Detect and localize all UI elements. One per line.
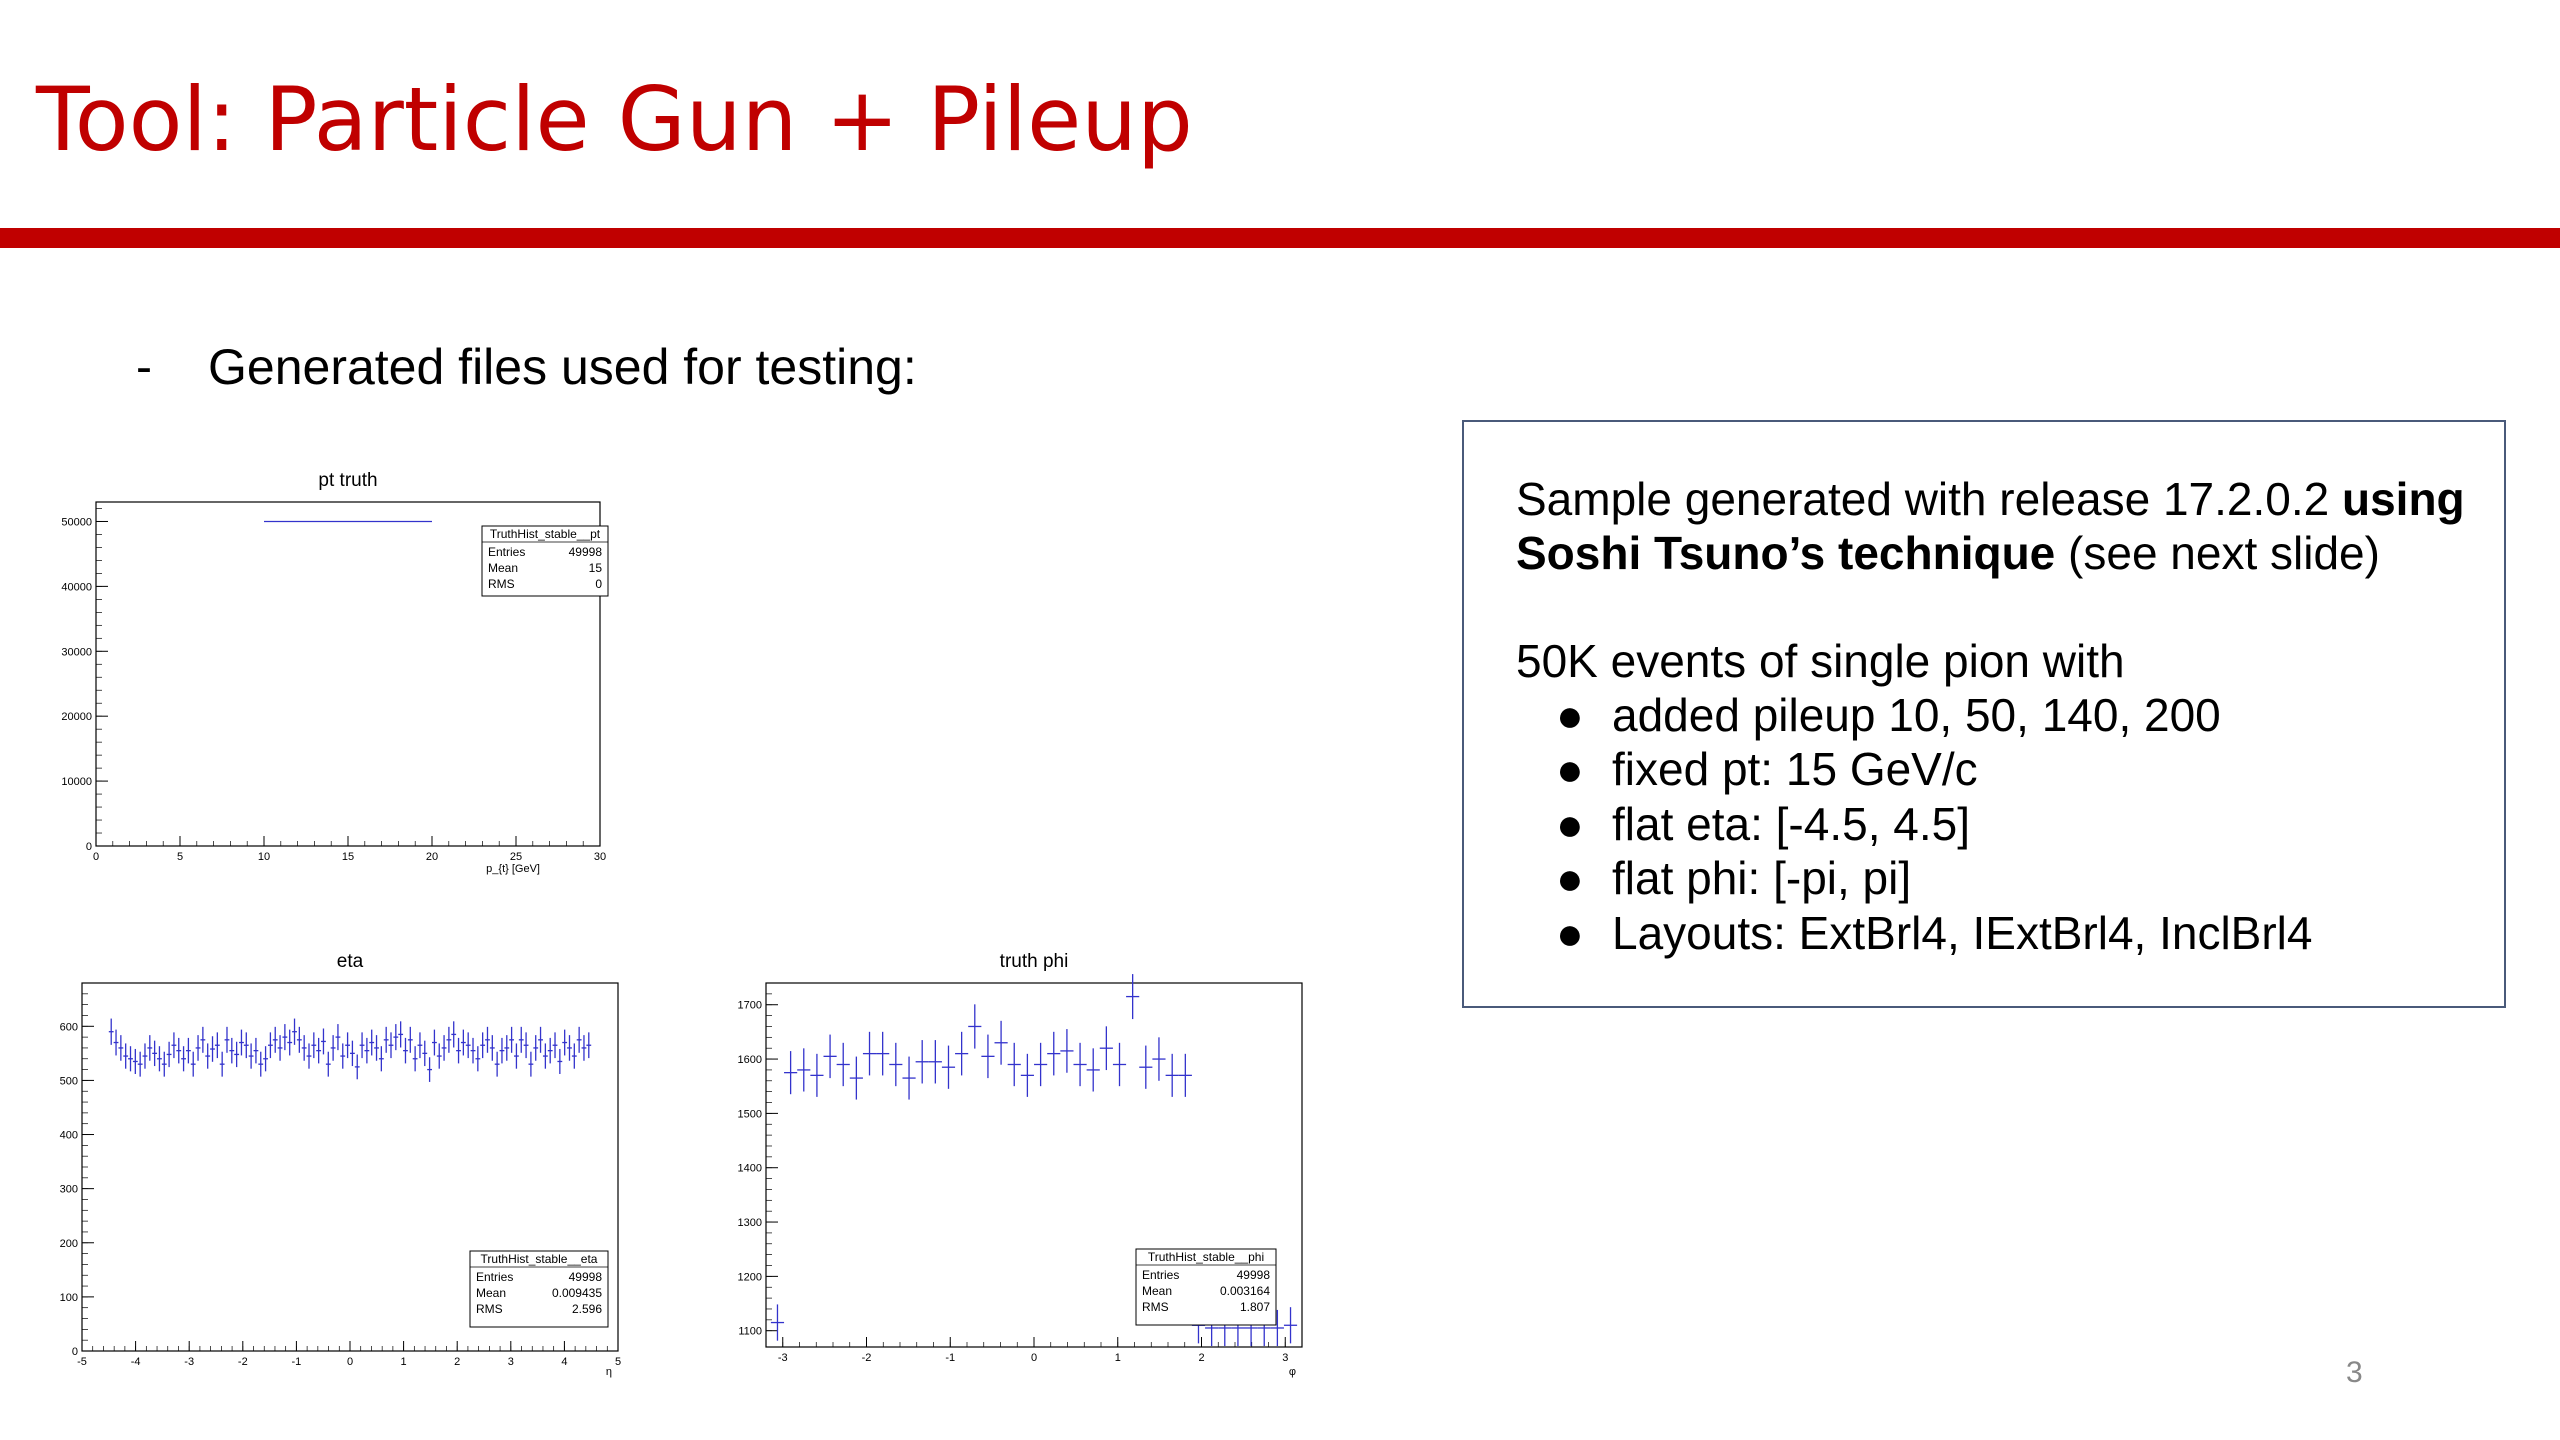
- data-point: [533, 1035, 538, 1061]
- data-point: [340, 1043, 345, 1068]
- data-point: [321, 1029, 326, 1055]
- x-tick-label: -1: [945, 1352, 956, 1364]
- data-point: [524, 1032, 529, 1058]
- x-tick-label: -2: [861, 1352, 872, 1364]
- data-point: [128, 1046, 133, 1071]
- x-tick-label: 0: [1030, 1352, 1038, 1364]
- x-tick-label: -4: [130, 1356, 141, 1368]
- y-tick-label: 500: [59, 1075, 78, 1088]
- data-point: [254, 1038, 259, 1063]
- data-point: [360, 1032, 365, 1058]
- x-tick-label: -2: [237, 1356, 248, 1368]
- data-point: [543, 1043, 548, 1068]
- data-point: [114, 1030, 119, 1056]
- data-point: [504, 1035, 509, 1061]
- data-point: [389, 1032, 394, 1058]
- data-point: [138, 1052, 143, 1077]
- data-point: [403, 1038, 408, 1063]
- data-point: [379, 1046, 384, 1071]
- info-line-1: [1516, 472, 2465, 527]
- data-point: [916, 1040, 929, 1083]
- stats-name: TruthHist_stable__pt: [489, 527, 601, 541]
- data-point: [771, 1304, 784, 1340]
- data-point: [1087, 1048, 1100, 1091]
- data-point: [968, 1004, 981, 1048]
- bullet-dot-icon: ●: [1556, 852, 1584, 904]
- x-tick-label: -5: [77, 1356, 87, 1368]
- x-axis-label: φ: [1288, 1366, 1296, 1378]
- data-point: [942, 1046, 955, 1089]
- info-line-1-text: Sample generated with release 17.2.0.2: [1516, 473, 2342, 525]
- chart-title: pt truth: [318, 470, 378, 491]
- data-point: [398, 1021, 403, 1047]
- data-point: [408, 1027, 413, 1053]
- y-tick-label: 1100: [738, 1325, 762, 1338]
- data-point: [1126, 974, 1139, 1019]
- data-point: [1113, 1043, 1126, 1086]
- data-point: [109, 1019, 114, 1045]
- info-line-1-bold: using: [2341, 473, 2465, 525]
- data-point: [519, 1027, 524, 1053]
- info-line-2-bold: Soshi Tsuno’s technique: [1516, 527, 2056, 579]
- x-axis-label: p_{t} [GeV]: [486, 863, 540, 875]
- x-tick-label: 2: [454, 1356, 461, 1368]
- data-point: [562, 1030, 567, 1056]
- data-point: [157, 1046, 162, 1071]
- data-point: [567, 1035, 572, 1061]
- chart-canvas: [712, 933, 1312, 1383]
- y-tick-label: 200: [59, 1237, 78, 1250]
- data-point: [485, 1027, 490, 1053]
- info-bullet-pt: fixed pt: 15 GeV/c: [1612, 743, 1978, 795]
- data-point: [220, 1052, 225, 1077]
- data-point: [495, 1052, 500, 1077]
- data-point: [118, 1035, 123, 1061]
- data-point: [586, 1032, 591, 1058]
- data-point: [302, 1035, 307, 1061]
- x-tick-label: -3: [777, 1352, 788, 1364]
- y-tick-label: 300: [59, 1183, 78, 1196]
- y-tick-label: 50000: [61, 516, 92, 529]
- chart-canvas: [40, 935, 640, 1385]
- data-point: [268, 1032, 273, 1058]
- data-point: [167, 1042, 172, 1067]
- x-tick-label: 15: [341, 851, 355, 863]
- data-point: [475, 1046, 480, 1071]
- bullet-dash: -: [136, 341, 152, 394]
- data-point: [427, 1057, 432, 1082]
- data-point: [500, 1038, 505, 1063]
- info-line-3: 50K events of single pion with: [1516, 635, 2125, 687]
- y-tick-label: 0: [85, 841, 92, 853]
- data-point: [955, 1032, 968, 1076]
- data-point: [981, 1035, 994, 1079]
- data-point: [307, 1043, 312, 1068]
- data-point: [191, 1052, 196, 1077]
- data-point: [1034, 1043, 1047, 1086]
- data-point: [350, 1041, 355, 1066]
- data-point: [273, 1027, 278, 1053]
- data-point: [186, 1038, 191, 1063]
- data-point: [557, 1049, 562, 1074]
- y-tick-label: 100: [59, 1291, 78, 1304]
- page-number: 3: [2346, 1356, 2363, 1389]
- y-tick-label: 1400: [737, 1162, 762, 1175]
- data-point: [176, 1038, 181, 1063]
- chart-title: truth phi: [999, 951, 1069, 972]
- data-point: [152, 1041, 157, 1066]
- bullet-dot-icon: ●: [1556, 907, 1584, 959]
- stats-box: [1136, 1249, 1276, 1325]
- data-point: [331, 1035, 336, 1061]
- data-point: [287, 1030, 292, 1056]
- info-bullet-phi: flat phi: [-pi, pi]: [1612, 852, 1912, 904]
- stats-name: TruthHist_stable__phi: [1147, 1250, 1265, 1264]
- data-point: [432, 1030, 437, 1056]
- data-point: [143, 1043, 148, 1068]
- data-point: [784, 1051, 797, 1094]
- data-point: [514, 1043, 519, 1068]
- y-tick-label: 1600: [737, 1054, 762, 1067]
- data-point: [929, 1040, 942, 1083]
- stats-value: 0: [595, 577, 602, 591]
- stats-value: 49998: [568, 545, 602, 559]
- data-point: [437, 1043, 442, 1068]
- stats-value: 0.003164: [1219, 1284, 1270, 1298]
- subtitle: Generated files used for testing:: [208, 339, 917, 395]
- info-box: [1462, 420, 2506, 1008]
- x-tick-label: 5: [614, 1356, 622, 1368]
- data-point: [200, 1027, 205, 1053]
- info-line-2: [1516, 526, 2380, 581]
- x-axis-label: η: [605, 1366, 612, 1378]
- data-point: [863, 1032, 876, 1076]
- data-point: [823, 1035, 836, 1079]
- data-point: [889, 1043, 902, 1086]
- y-tick-label: 0: [71, 1346, 78, 1358]
- data-point: [1021, 1054, 1034, 1097]
- info-bullet-layouts: Layouts: ExtBrl4, IExtBrl4, InclBrl4: [1612, 907, 2313, 959]
- data-point: [234, 1042, 239, 1067]
- stats-key: Mean: [476, 1286, 507, 1300]
- eta-histogram: [40, 935, 640, 1385]
- x-tick-label: -1: [291, 1356, 302, 1368]
- data-point: [1008, 1043, 1021, 1086]
- chart-title: eta: [336, 951, 364, 972]
- stats-key: Entries: [476, 1270, 514, 1284]
- x-tick-label: 0: [346, 1356, 354, 1368]
- x-tick-label: 3: [507, 1356, 514, 1368]
- bullet-dot-icon: ●: [1556, 743, 1584, 795]
- data-point: [311, 1032, 316, 1058]
- data-point: [123, 1043, 128, 1068]
- bullet-dot-icon: ●: [1556, 798, 1584, 850]
- stats-value: 2.596: [571, 1302, 602, 1316]
- stats-box: [482, 526, 608, 596]
- stats-key: Entries: [1142, 1268, 1180, 1282]
- data-point: [490, 1035, 495, 1061]
- stats-box: [470, 1251, 608, 1327]
- data-point: [374, 1035, 379, 1061]
- data-point: [162, 1052, 167, 1077]
- pt-truth-histogram: [40, 462, 620, 882]
- x-tick-label: 2: [1198, 1352, 1205, 1364]
- data-point: [582, 1035, 587, 1061]
- data-point: [215, 1032, 220, 1058]
- data-point: [1139, 1046, 1152, 1089]
- data-point: [210, 1036, 215, 1062]
- data-point: [1100, 1026, 1113, 1070]
- data-point: [205, 1043, 210, 1068]
- data-point: [1152, 1037, 1165, 1080]
- data-point: [1179, 1054, 1192, 1097]
- y-tick-label: 20000: [61, 711, 92, 724]
- x-tick-label: 0: [92, 851, 100, 863]
- stats-value: 1.807: [1239, 1300, 1270, 1314]
- data-point: [258, 1052, 263, 1077]
- x-tick-label: -3: [184, 1356, 195, 1368]
- data-point: [345, 1032, 350, 1058]
- data-point: [196, 1035, 201, 1061]
- data-point: [369, 1030, 374, 1056]
- y-tick-label: 1300: [737, 1217, 762, 1230]
- x-tick-label: 5: [176, 851, 184, 863]
- data-point: [528, 1052, 533, 1077]
- x-tick-label: 10: [257, 851, 271, 863]
- stats-key: RMS: [476, 1302, 503, 1316]
- data-point: [461, 1030, 466, 1056]
- info-line-2-text: (see next slide): [2055, 527, 2380, 579]
- data-point: [249, 1043, 254, 1068]
- data-point: [876, 1032, 889, 1076]
- data-point: [326, 1052, 331, 1077]
- data-point: [355, 1054, 360, 1079]
- stats-key: Entries: [488, 545, 526, 559]
- data-point: [1047, 1032, 1060, 1076]
- data-point: [442, 1035, 447, 1061]
- x-tick-label: 20: [425, 851, 439, 863]
- data-point: [902, 1057, 915, 1100]
- data-point: [572, 1043, 577, 1068]
- data-point: [336, 1024, 341, 1050]
- x-tick-label: 30: [593, 851, 607, 863]
- data-point: [548, 1038, 553, 1063]
- y-tick-label: 10000: [61, 776, 92, 789]
- data-point: [422, 1041, 427, 1066]
- data-point: [225, 1027, 230, 1053]
- data-point: [393, 1024, 398, 1050]
- bullet-dot-icon: ●: [1556, 689, 1584, 741]
- data-point: [282, 1024, 287, 1050]
- data-point: [451, 1021, 456, 1047]
- stats-key: RMS: [488, 577, 515, 591]
- data-point: [239, 1030, 244, 1056]
- data-point: [553, 1032, 558, 1058]
- data-point: [797, 1048, 810, 1091]
- data-point: [418, 1032, 423, 1058]
- info-bullet-pileup: added pileup 10, 50, 140, 200: [1612, 689, 2221, 741]
- data-point: [456, 1038, 461, 1063]
- data-point: [446, 1027, 451, 1053]
- y-tick-label: 40000: [61, 581, 92, 594]
- stats-key: Mean: [1142, 1284, 1173, 1298]
- stats-name: TruthHist_stable__eta: [480, 1252, 598, 1266]
- title-divider: [0, 228, 2560, 248]
- data-point: [278, 1035, 283, 1061]
- data-point: [480, 1032, 485, 1058]
- y-tick-label: 1500: [737, 1108, 762, 1121]
- data-point: [1073, 1043, 1086, 1086]
- data-point: [181, 1046, 186, 1071]
- data-point: [509, 1027, 514, 1053]
- y-tick-label: 600: [59, 1021, 78, 1034]
- data-point: [1284, 1307, 1297, 1343]
- y-tick-label: 30000: [61, 646, 92, 659]
- data-point: [263, 1046, 268, 1071]
- data-point: [837, 1043, 850, 1086]
- y-tick-label: 1700: [737, 999, 762, 1012]
- chart-canvas: [40, 462, 620, 882]
- data-point: [364, 1038, 369, 1063]
- data-point: [172, 1032, 177, 1058]
- stats-key: RMS: [1142, 1300, 1169, 1314]
- data-point: [133, 1049, 138, 1074]
- stats-value: 0.009435: [551, 1286, 602, 1300]
- data-point: [1166, 1054, 1179, 1097]
- data-point: [413, 1046, 418, 1071]
- y-tick-label: 400: [59, 1129, 78, 1142]
- stats-value: 15: [588, 561, 602, 575]
- x-tick-label: 1: [1114, 1352, 1121, 1364]
- data-point: [466, 1032, 471, 1058]
- x-tick-label: 25: [509, 851, 523, 863]
- stats-value: 49998: [568, 1270, 602, 1284]
- data-point: [538, 1027, 543, 1053]
- data-point: [229, 1038, 234, 1063]
- stats-value: 49998: [1236, 1268, 1270, 1282]
- data-point: [995, 1021, 1008, 1065]
- data-point: [850, 1057, 863, 1100]
- data-point: [244, 1032, 249, 1058]
- info-bullet-eta: flat eta: [-4.5, 4.5]: [1612, 798, 1970, 850]
- y-tick-label: 1200: [737, 1271, 762, 1284]
- data-point: [810, 1054, 823, 1097]
- slide-title: Tool: Particle Gun + Pileup: [36, 68, 1193, 171]
- x-tick-label: 3: [1282, 1352, 1289, 1364]
- stats-key: Mean: [488, 561, 519, 575]
- data-point: [147, 1035, 152, 1061]
- data-point: [577, 1027, 582, 1053]
- x-tick-label: 1: [400, 1356, 407, 1368]
- data-point: [292, 1019, 297, 1045]
- data-point: [316, 1038, 321, 1063]
- truth-phi-histogram: [712, 933, 1312, 1383]
- data-point: [297, 1027, 302, 1053]
- data-point: [384, 1027, 389, 1053]
- data-point: [1060, 1029, 1073, 1073]
- x-tick-label: 4: [561, 1356, 568, 1368]
- data-point: [471, 1038, 476, 1063]
